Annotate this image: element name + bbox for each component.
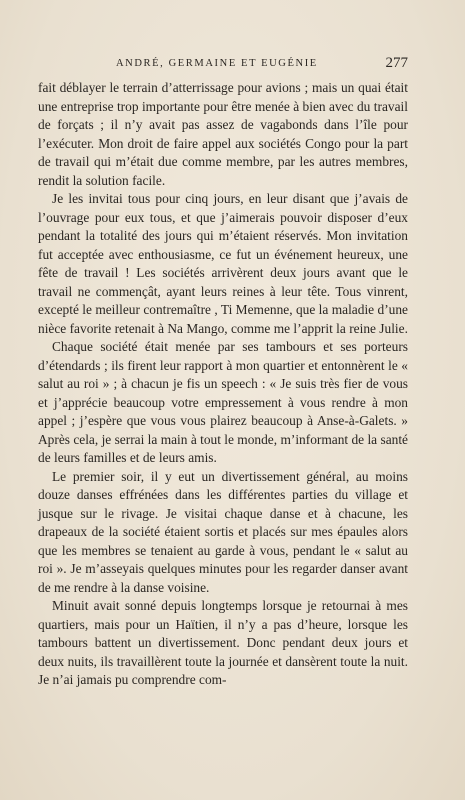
- page-header: [38, 55, 408, 75]
- body-text: [38, 79, 408, 690]
- paragraph: Minuit avait sonné depuis longtemps lorsque je retournai à mes quartiers, mais pour un Haïtien, il n’y a pas d’heure, lorsque les tambours battent un divertissement. Donc pendant deux jours et deux nuits, ils travaillèrent toute la journée et dansèrent toute la nuit. Je n’ai jamais pu comprendre com-: [38, 598, 408, 687]
- paragraph: Le premier soir, il y eut un divertissement général, au moins douze danses effrénées dans les différentes parties du village et jusque sur le rivage. Je visitai chaque danse et à chacune, les drapeaux de la société étaient sortis et placés sur mes épaules alors que les membres se tenaient au garde à vous, pendant le « salut au roi ». Je m’asseyais quelques minutes pour les regarder danser avant de me rendre à la danse voisine.: [38, 468, 408, 595]
- page-number: 277: [385, 55, 408, 71]
- paragraph: Je les invitai tous pour cinq jours, en leur disant que j’avais de l’ouvrage pour eux tous, et que j’aimerais pouvoir disposer d’eux pendant la totalité des jours qui m’étaient réservés. Mon invitation fut acceptée avec enthousiasme, ce fut un événement heureux, une fête de travail ! Les sociétés arrivèrent deux jours avant que le travail ne commençât, ayant leurs reines à leur tête. Tous vinrent, excepté le meilleur contremaître , Ti Memenne, que la maladie d’une nièce favorite retenait à Na Mango, comme me l’apprit la reine Julie.: [38, 191, 408, 336]
- paragraph: Chaque société était menée par ses tambours et ses porteurs d’étendards ; ils firent leur rapport à mon quartier et entonnèrent le « salut au roi » ; à chacun je fis un speech : « Je suis très fier de vous et j’apprécie beaucoup votre empressement à vous rendre à mon appel ; j’espère que vous vous plairez beaucoup à Anse-à-Galets. » Après cela, je serrai la main à tout le monde, m’informant de la santé de leurs familles et de leurs amis.: [38, 339, 408, 465]
- paragraph: fait déblayer le terrain d’atterrissage pour avions ; mais un quai était une entreprise trop importante pour être menée à bien avec du travail de forçats ; il n’y avait pas assez de vagabonds dans l’île pour l’exécuter. Mon droit de faire appel aux sociétés Congo pour la part de travail qui m’était due comme membre, par les autres membres, rendit la solution facile.: [38, 80, 408, 188]
- running-head: ANDRÉ, GERMAINE ET EUGÉNIE: [116, 58, 318, 69]
